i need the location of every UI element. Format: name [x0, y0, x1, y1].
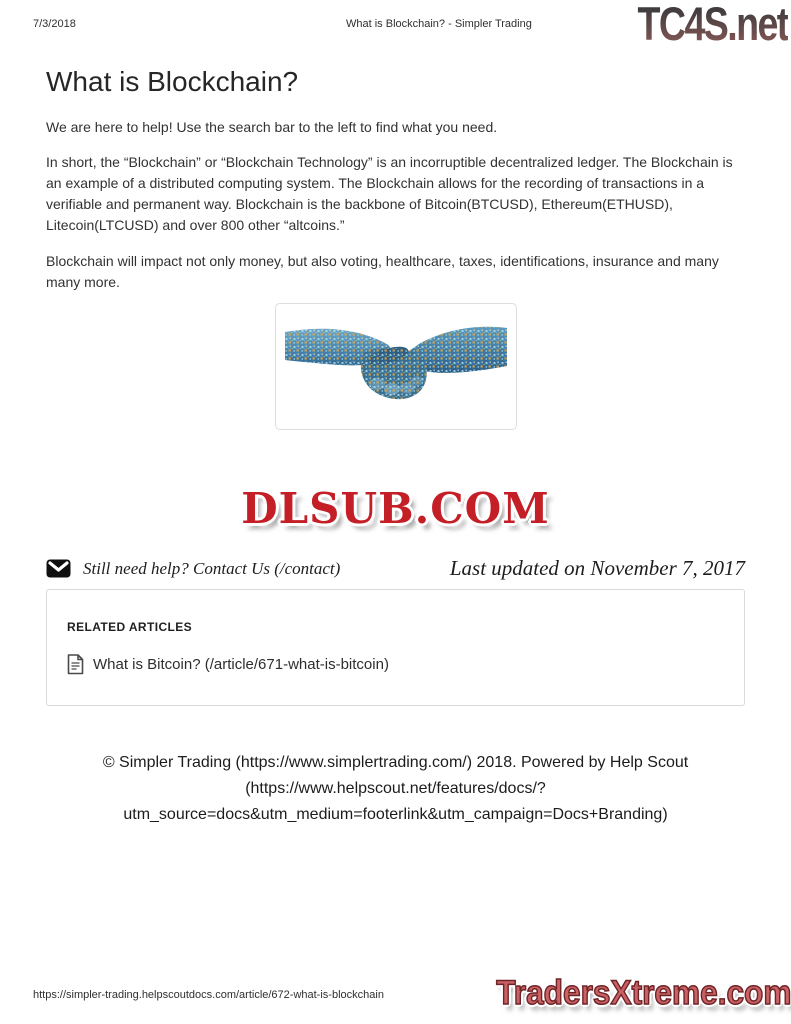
article-paragraph: Blockchain will impact not only money, but also voting, healthcare, taxes, identifications, insurance and many many more.: [46, 253, 719, 290]
site-footer: [46, 750, 745, 828]
document-icon: [67, 654, 84, 675]
related-articles-box: [46, 589, 745, 706]
site-footer-line: (https://www.helpscout.net/features/docs/?: [245, 780, 546, 797]
site-footer-line: © Simpler Trading (https://www.simplertrading.com/) 2018. Powered by Help Scout: [102, 754, 689, 771]
help-row: [46, 556, 745, 581]
article-paragraph: In short, the “Blockchain” or “Blockchain Technology” is an incorruptible decentralized ledger. The Blockchain is an example of a distributed computing system. The Blockchain allows for the recording of transactions in a verifiable and permanent way. Blockchain is the backbone of Bitcoin(BTCUSD), Ethereum(ETHUSD), Litecoin(LTCUSD) and over 800 other “altcoins.”: [46, 154, 733, 233]
contact-link-label[interactable]: Still need help? Contact Us (/contact): [83, 558, 341, 578]
article-content: [46, 0, 745, 828]
print-header-date: 7/3/2018: [33, 18, 76, 30]
related-article-label[interactable]: What is Bitcoin? (/article/671-what-is-bitcoin): [93, 656, 389, 673]
last-updated-text: Last updated on November 7, 2017: [449, 556, 745, 580]
related-articles-heading: RELATED ARTICLES: [67, 620, 193, 634]
contact-link[interactable]: [46, 559, 340, 579]
watermark-tradersxtreme: TradersXtreme.com: [495, 974, 791, 1012]
article-title: What is Blockchain?: [46, 66, 299, 97]
watermark-dlsub: DLSUB.COM: [241, 484, 550, 533]
blockchain-handshake-illustration: [285, 313, 507, 420]
article-paragraph: We are here to help! Use the search bar to the left to find what you need.: [46, 119, 498, 135]
print-footer-url: https://simpler-trading.helpscoutdocs.com/article/672-what-is-blockchain: [33, 989, 384, 1001]
site-footer-line: utm_source=docs&utm_medium=footerlink&utm_campaign=Docs+Branding): [123, 806, 668, 823]
print-header-title: What is Blockchain? - Simpler Trading: [346, 18, 532, 30]
watermark-tc4s: TC4S.net: [638, 0, 788, 51]
blockchain-handshake-image: [275, 303, 517, 430]
related-article-link[interactable]: [67, 654, 389, 675]
mail-icon: [46, 559, 71, 578]
